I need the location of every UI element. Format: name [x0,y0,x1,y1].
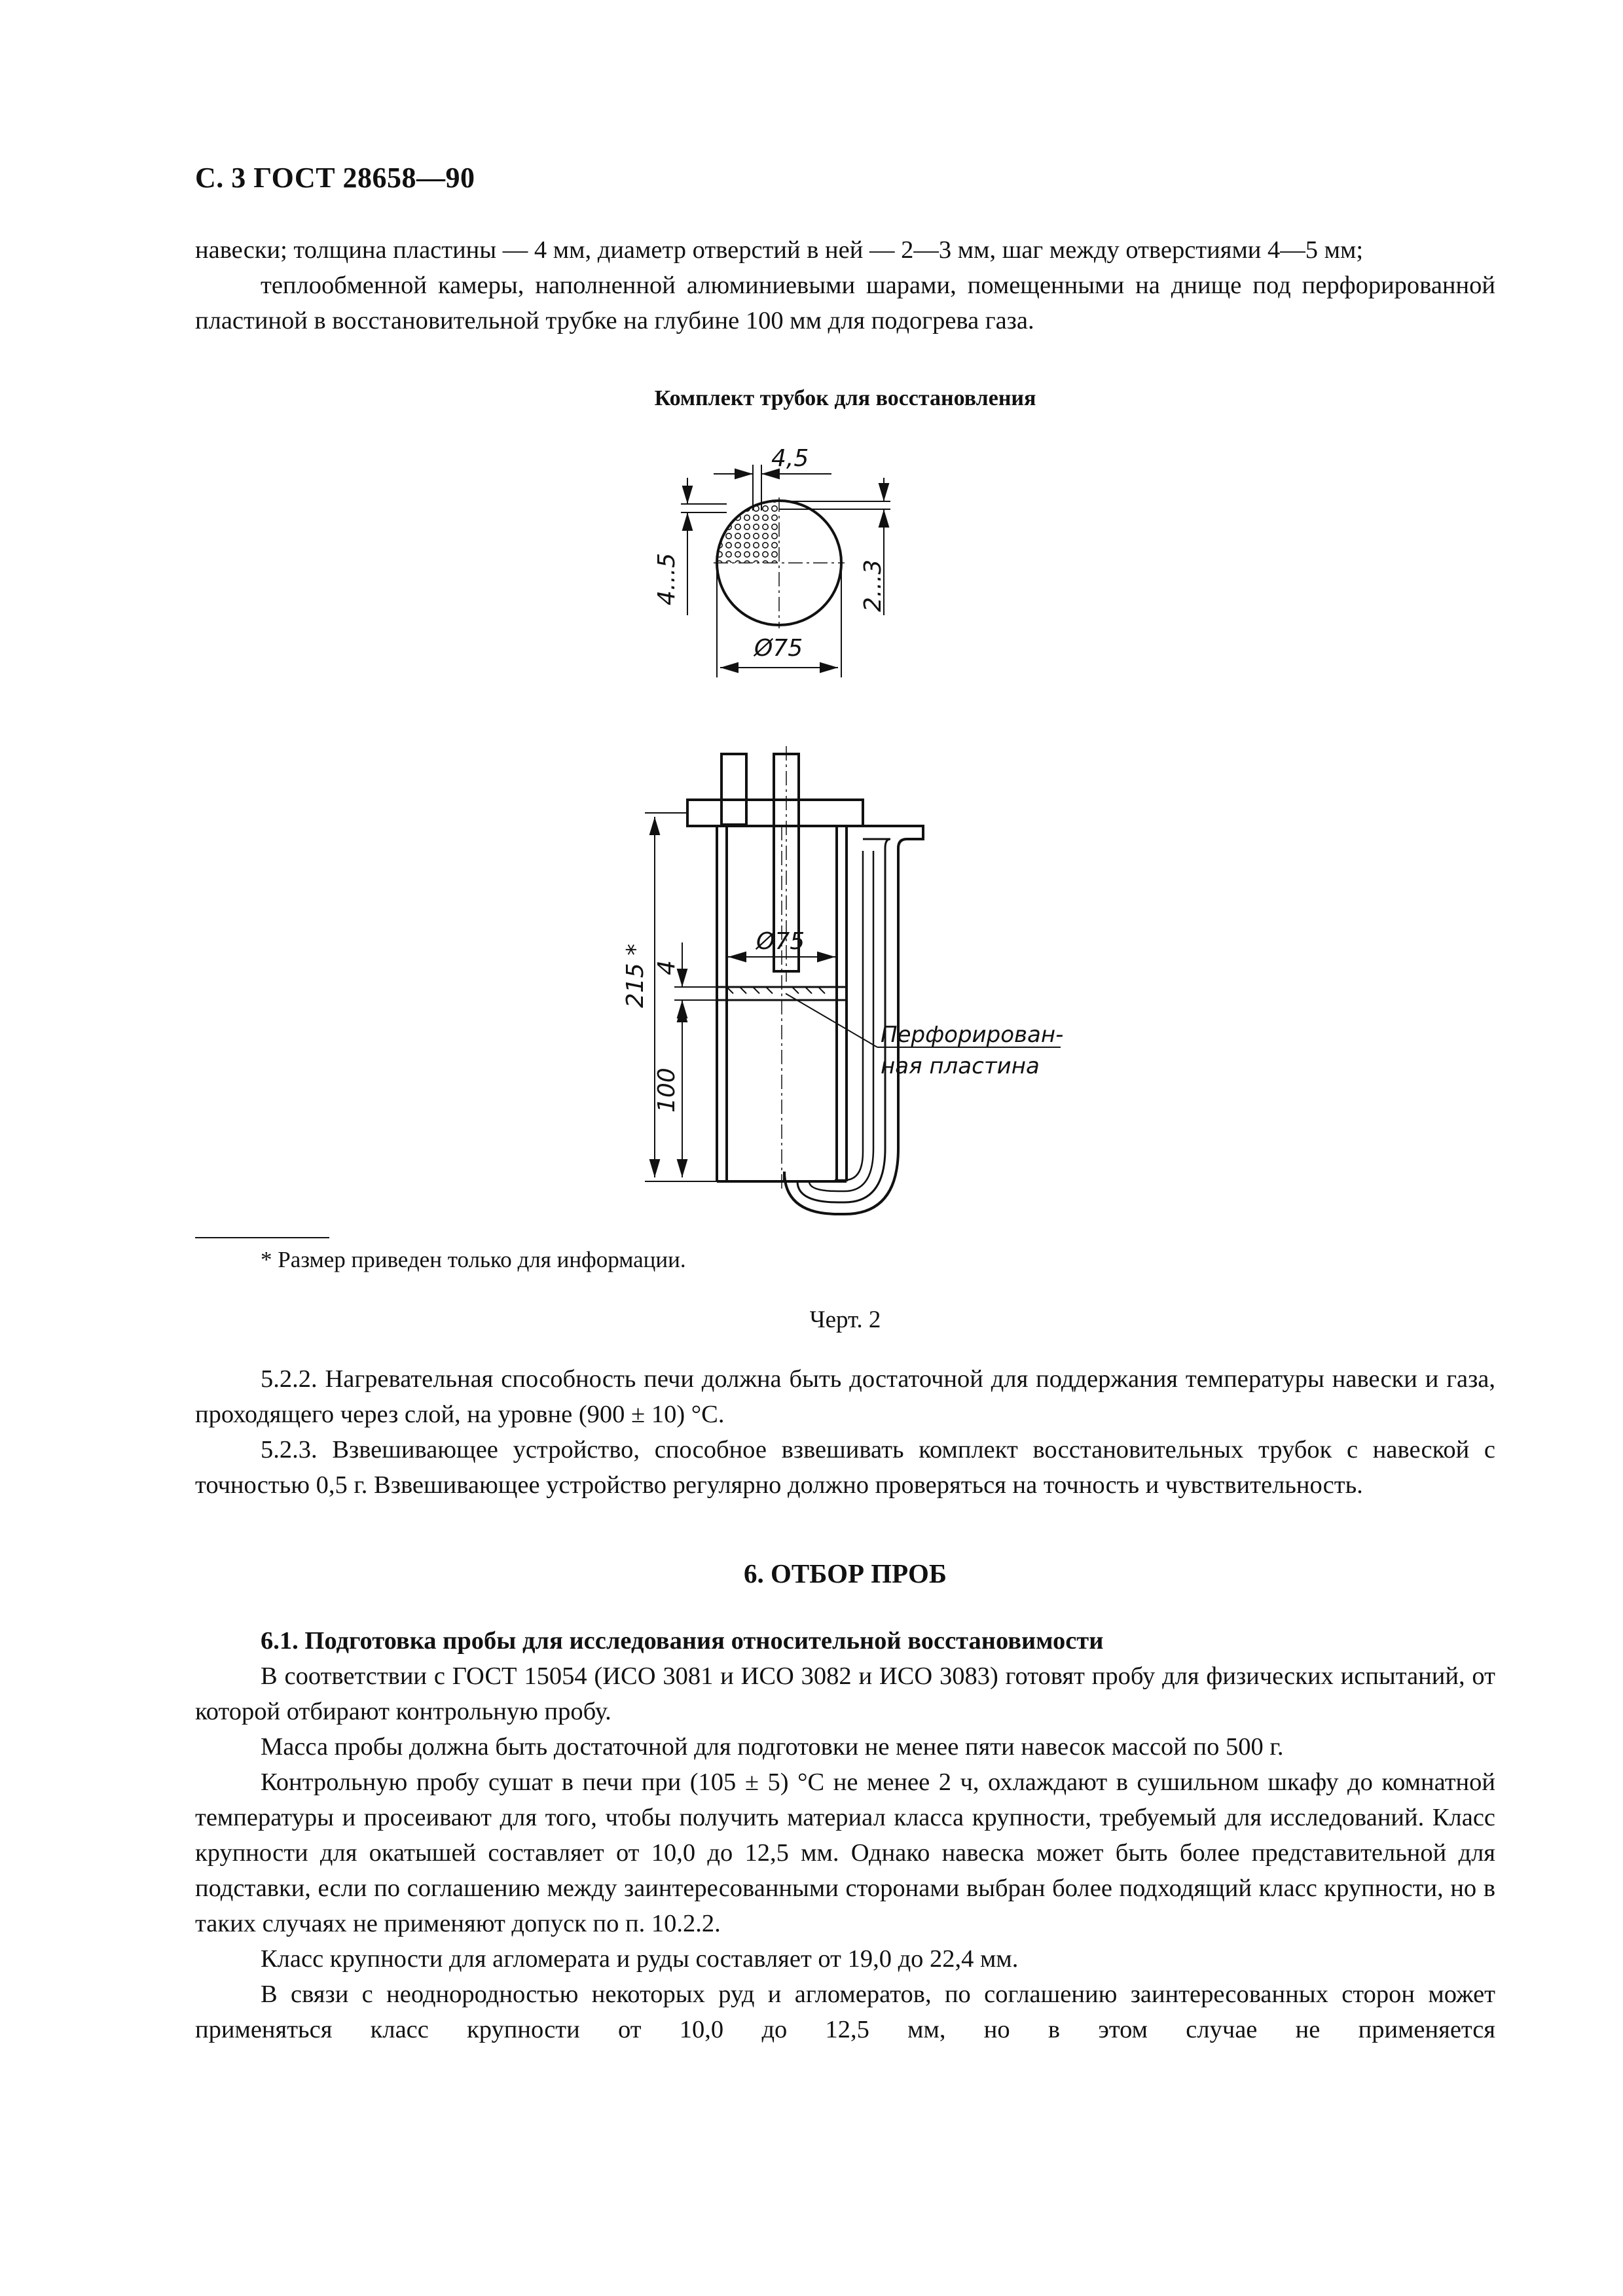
section-6-paragraph-5: В связи с неоднородностью некоторых руд и агломератов, по соглашению заинтересованных сторон может применяться класс крупности от 10,0 до 12,5 мм, но в этом случае не применяется [195,1981,1495,2043]
label-diameter-tube: Ø75 [756,928,805,955]
label-depth: 100 [653,1067,680,1113]
label-diameter-top: Ø75 [754,635,803,662]
label-callout-line1: Перфорирован- [881,1022,1064,1048]
footnote-rule [195,1237,329,1238]
section-6-paragraph-1: В соответствии с ГОСТ 15054 (ИСО 3081 и ИСО 3082 и ИСО 3083) готовят пробу для физических испытаний, от которой отбирают контрольную пробу. [195,1662,1495,1725]
page-header: С. 3 ГОСТ 28658—90 [195,162,475,194]
label-callout-line2: ная пластина [881,1053,1040,1079]
section-6-paragraph-4: Класс крупности для агломерата и руды составляет от 19,0 до 22,4 мм. [261,1945,1019,1973]
side-view [687,746,923,1214]
section-6-paragraph-3: Контрольную пробу сушат в печи при (105 ± 5) °С не менее 2 ч, охлаждают в сушильном шкафу до комнатной температуры и просеивают для того, чтобы получить материал класса крупности, требуемый для исследований. Класс крупности для окатышей составляет от 10,0 до 12,5 мм. Однако навеска может быть более представительной для подставки, если по соглашению между заинтересованными сторонами выбран более подходящий класс крупности, но в таких случаях не применяют допуск по п. 10.2.2. [195,1768,1495,1937]
section-5-text [195,1361,1495,1503]
intro-paragraph-1: навески; толщина пластины — 4 мм, диаметр отверстий в ней — 2—3 мм, шаг между отверстиями 4—5 мм; [195,236,1364,264]
section-6-text [195,1623,1495,2047]
label-plate-thickness: 4 [653,960,680,975]
label-pitch: 4,5 [771,445,809,472]
paragraph-5-2-2: 5.2.2. Нагревательная способность печи должна быть достаточной для поддержания температуры навески и газа, проходящего через слой, на уровне (900 ± 10) °С. [195,1365,1495,1428]
label-height-total: 215 * [622,943,649,1008]
intro-paragraph-2: теплообменной камеры, наполненной алюминиевыми шарами, помещенными на днище под перфорированной пластиной в восстановительной трубке на глубине 100 мм для подогрева газа. [195,272,1495,334]
label-hole-diameter: 2...3 [860,559,886,612]
side-view-dimensions [645,813,1064,1181]
section-6-paragraph-2: Масса пробы должна быть достаточной для подготовки не менее пяти навесок массой по 500 г. [261,1733,1284,1761]
figure-title: Комплект трубок для восстановления [654,386,1036,410]
label-spacing: 4...5 [653,552,680,605]
section-6-subtitle: 6.1. Подготовка пробы для исследования относительной восстановимости [261,1627,1104,1655]
paragraph-5-2-3: 5.2.3. Взвешивающее устройство, способное взвешивать комплект восстановительных трубок с навеской с точностью 0,5 г. Взвешивающее устройство регулярно должно проверяться на точность и чувствительность. [195,1436,1495,1499]
figure-caption: Черт. 2 [809,1306,881,1333]
footnote: * Размер приведен только для информации. [261,1247,686,1272]
section-6-title: 6. ОТБОР ПРОБ [744,1558,947,1588]
